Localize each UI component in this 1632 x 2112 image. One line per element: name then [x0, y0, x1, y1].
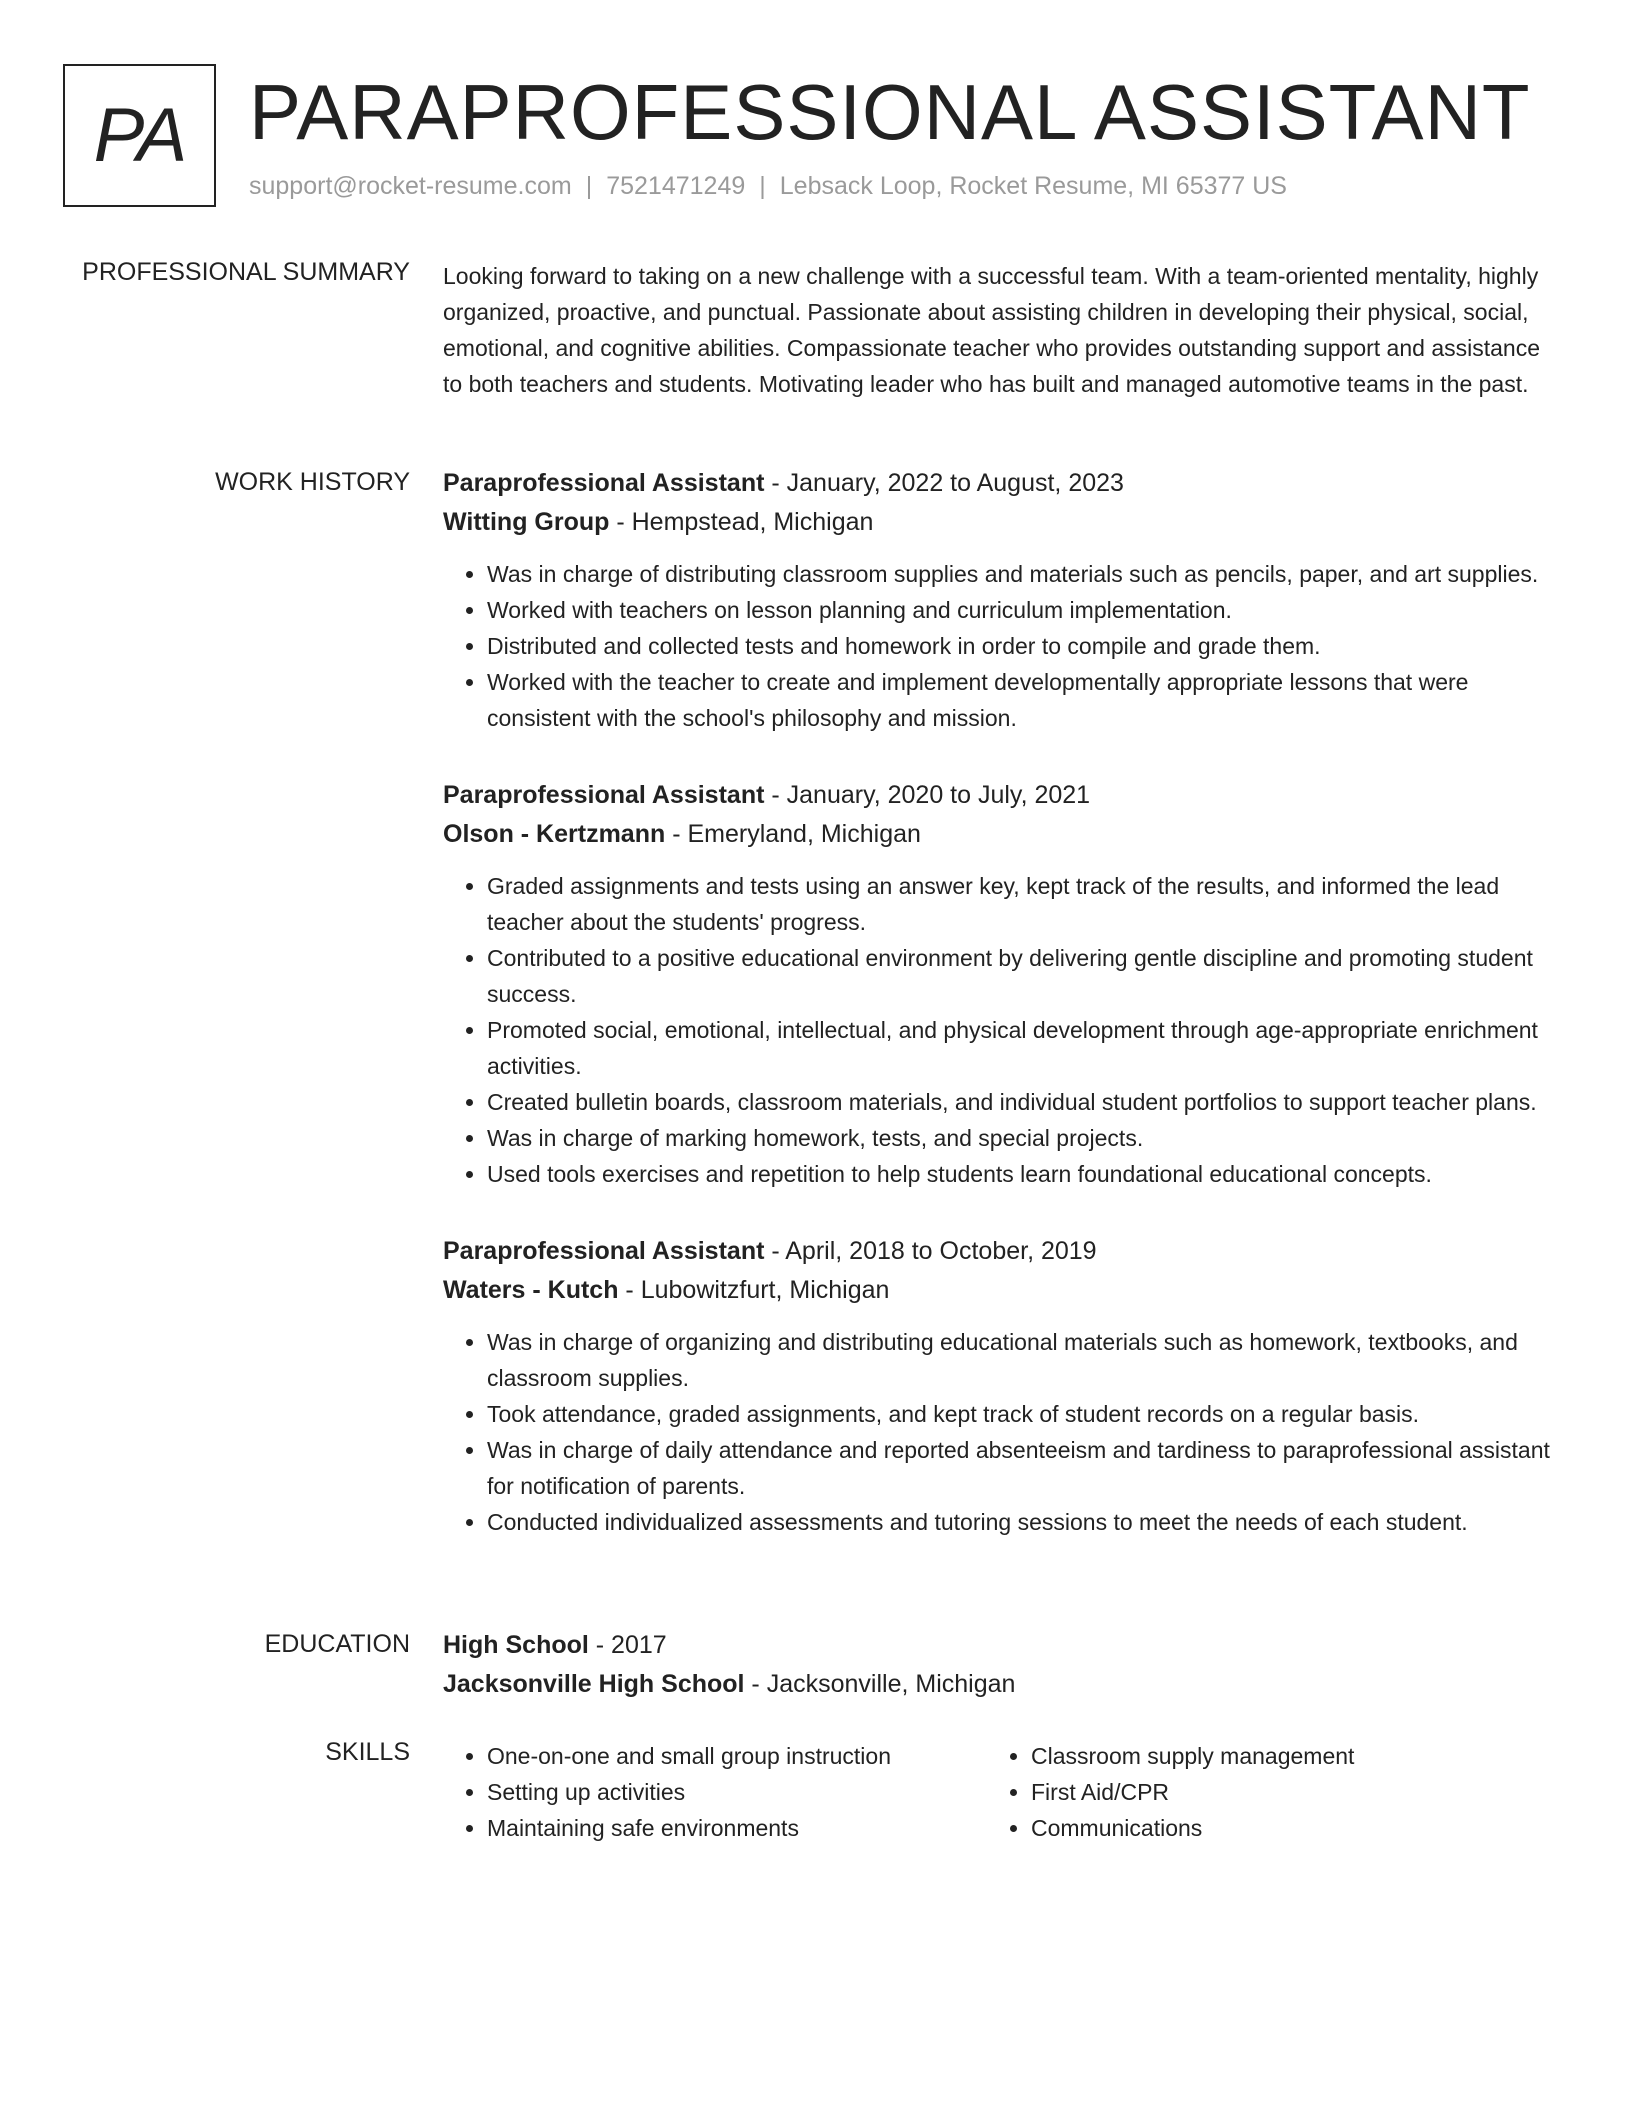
job-entry: [443, 776, 1553, 1192]
job-title-line: [443, 464, 1553, 503]
job-company: Olson - Kertzmann: [443, 820, 666, 848]
job-title: Paraprofessional Assistant: [443, 1237, 765, 1265]
skills-body: [443, 1738, 1553, 1846]
job-bullet: • Was in charge of distributing classroom supplies and materials such as pencils, paper, and art supplies.: [487, 556, 1553, 592]
job-entry: [443, 1232, 1553, 1540]
job-bullet: • Used tools exercises and repetition to help students learn foundational educational concepts.: [487, 1156, 1553, 1192]
job-bullet: • Was in charge of marking homework, tests, and special projects.: [487, 1120, 1553, 1156]
job-bullet: • Contributed to a positive educational environment by delivering gentle discipline and promoting student success.: [487, 940, 1553, 1012]
education-school: Jacksonville High School: [443, 1670, 745, 1698]
job-company-line: [443, 815, 1553, 854]
skills-list-left: [443, 1738, 987, 1846]
skill-item: • Setting up activities: [487, 1774, 987, 1810]
education-degree: High School: [443, 1631, 589, 1659]
job-company-line: [443, 503, 1553, 542]
contact-phone: 7521471249: [606, 172, 746, 200]
job-company: Waters - Kutch: [443, 1276, 619, 1304]
job-bullets: [443, 556, 1553, 736]
job-bullets: [443, 868, 1553, 1192]
contact-address: Lebsack Loop, Rocket Resume, MI 65377 US: [779, 172, 1287, 200]
job-dates: - January, 2022 to August, 2023: [764, 469, 1124, 497]
education-label: EDUCATION: [264, 1630, 410, 1658]
job-company: Witting Group: [443, 508, 610, 536]
job-entry: [443, 464, 1553, 736]
skills-columns: [443, 1738, 1553, 1846]
job-bullet: • Worked with the teacher to create and implement developmentally appropriate lessons that were consistent with the school's philosophy and mission.: [487, 664, 1553, 736]
work-history-label: WORK HISTORY: [215, 468, 410, 496]
skills-list-right: [987, 1738, 1531, 1846]
job-bullet: • Distributed and collected tests and homework in order to compile and grade them.: [487, 628, 1553, 664]
job-location: - Emeryland, Michigan: [665, 820, 921, 848]
skill-item: • One-on-one and small group instruction: [487, 1738, 987, 1774]
contact-email: support@rocket-resume.com: [249, 172, 572, 200]
job-bullet: • Was in charge of organizing and distributing educational materials such as homework, textbooks, and classroom supplies.: [487, 1324, 1553, 1396]
skill-item: • First Aid/CPR: [1031, 1774, 1531, 1810]
job-title: Paraprofessional Assistant: [443, 781, 765, 809]
skill-item: • Classroom supply management: [1031, 1738, 1531, 1774]
monogram-box: PA: [63, 64, 216, 207]
summary-label: PROFESSIONAL SUMMARY: [82, 258, 410, 286]
summary-text: Looking forward to taking on a new challenge with a successful team. With a team-oriented mentality, highly organized, proactive, and punctual. Passionate about assisting children in developing their physical, social, emotional, and cognitive abilities. Compassionate teacher who provides outstanding support and assistance to both teachers and students. Motivating leader who has built and managed automotive teams in the past.: [443, 263, 1540, 397]
job-company-line: [443, 1271, 1553, 1310]
job-bullet: • Took attendance, graded assignments, and kept track of student records on a regular basis.: [487, 1396, 1553, 1432]
job-bullet: • Worked with teachers on lesson planning and curriculum implementation.: [487, 592, 1553, 628]
job-location: - Lubowitzfurt, Michigan: [618, 1276, 890, 1304]
contact-separator: |: [759, 172, 766, 200]
job-bullet: • Was in charge of daily attendance and reported absenteeism and tardiness to paraprofessional assistant for notification of parents.: [487, 1432, 1553, 1504]
job-bullet: • Promoted social, emotional, intellectual, and physical development through age-appropriate enrichment activities.: [487, 1012, 1553, 1084]
contact-separator: |: [585, 172, 593, 200]
job-bullet: • Conducted individualized assessments and tutoring sessions to meet the needs of each student.: [487, 1504, 1553, 1540]
job-dates: - April, 2018 to October, 2019: [764, 1237, 1097, 1265]
summary-body: [443, 258, 1553, 402]
skill-item: • Maintaining safe environments: [487, 1810, 987, 1846]
job-bullet: • Graded assignments and tests using an answer key, kept track of the results, and informed the lead teacher about the students' progress.: [487, 868, 1553, 940]
resume-header: [63, 64, 1572, 212]
job-dates: - January, 2020 to July, 2021: [764, 781, 1091, 809]
skill-item: • Communications: [1031, 1810, 1531, 1846]
education-location: - Jacksonville, Michigan: [744, 1670, 1016, 1698]
education-body: [443, 1626, 1553, 1704]
candidate-name: PARAPROFESSIONAL ASSISTANT: [249, 68, 1531, 156]
job-title-line: [443, 1232, 1553, 1271]
job-title: Paraprofessional Assistant: [443, 469, 765, 497]
job-location: - Hempstead, Michigan: [609, 508, 874, 536]
job-title-line: [443, 776, 1553, 815]
contact-line: [249, 172, 1287, 201]
education-year: - 2017: [588, 1631, 667, 1659]
work-history-body: [443, 464, 1553, 1580]
job-bullets: [443, 1324, 1553, 1540]
education-degree-line: [443, 1626, 1553, 1665]
skills-label: SKILLS: [325, 1738, 410, 1766]
education-school-line: [443, 1665, 1553, 1704]
job-bullet: • Created bulletin boards, classroom materials, and individual student portfolios to support teacher plans.: [487, 1084, 1553, 1120]
